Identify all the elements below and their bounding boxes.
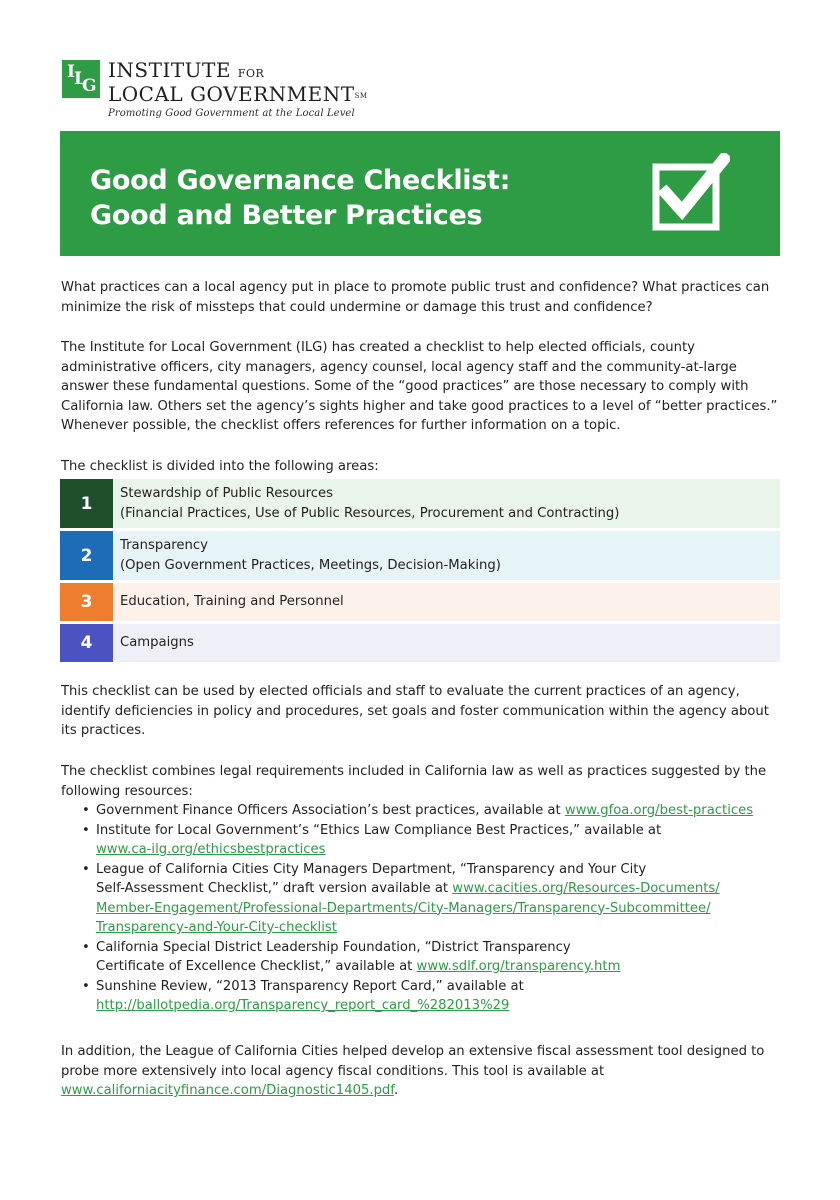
page-title [90, 163, 510, 233]
list-item [61, 938, 783, 977]
resources-list [61, 801, 783, 1016]
sdlf-link[interactable]: www.sdlf.org/transparency.htm [416, 959, 621, 974]
resource-text: League of California Cities City Managers Department, “Transparency and Your City [96, 861, 647, 877]
logo-mark-letter: L [74, 69, 86, 89]
list-item [61, 821, 783, 860]
checklist-areas [60, 479, 780, 665]
area-detail: (Open Government Practices, Meetings, Decision-Making) [120, 557, 501, 573]
intro-paragraph-2: The Institute for Local Government (ILG) has created a checklist to help elected officials, county administrative officers, city managers, agency counsel, local agency staff and the community-at-large answer these fundamental questions. Some of the “good practices” are those necessary to comply with California law. Others set the agency’s sights higher and take good practices to a level of “better practices.” Whenever possible, the checklist offers references for further information on a topic. [61, 340, 778, 433]
area-number: 1 [60, 479, 113, 528]
logo-tagline: Promoting Good Government at the Local Level [108, 108, 355, 119]
logo-wordmark [108, 60, 368, 119]
body-paragraph-resources: The checklist combines legal requirements included in California law as well as practices suggested by the following resources: [61, 764, 767, 799]
ilg-logo [62, 60, 368, 119]
cacities-link-part3[interactable]: Transparency-and-Your-City-checklist [96, 920, 337, 935]
californiacityfinance-link[interactable]: www.californiacityfinance.com/Diagnostic1405.pdf [61, 1083, 394, 1098]
resource-text: Sunshine Review, “2013 Transparency Report Card,” available at [96, 978, 524, 994]
page-title-line1: Good Governance Checklist: [90, 165, 511, 196]
ballotpedia-link[interactable]: http://ballotpedia.org/Transparency_report_card_%282013%29 [96, 998, 510, 1013]
intro-paragraph-3: The checklist is divided into the following areas: [61, 459, 379, 474]
cacities-link-part1[interactable]: www.cacities.org/Resources-Documents/ [452, 881, 720, 896]
checkmark-icon [652, 153, 730, 231]
gfoa-link[interactable]: www.gfoa.org/best-practices [564, 803, 754, 818]
resource-text: Self-Assessment Checklist,” draft version available at [96, 881, 453, 896]
area-title: Campaigns [120, 635, 194, 651]
resource-text: California Special District Leadership Foundation, “District Transparency [96, 939, 571, 955]
closing-period: . [394, 1083, 399, 1098]
service-mark: SM [354, 92, 368, 100]
area-row [60, 624, 780, 662]
cacities-link-part2[interactable]: Member-Engagement/Professional-Departments/City-Managers/Transparency-Subcommittee/ [96, 900, 711, 916]
area-title: Stewardship of Public Resources [120, 486, 334, 501]
closing-paragraph [61, 1042, 783, 1101]
intro-paragraph-1: What practices can a local agency put in place to promote public trust and confidence? What practices can minimize the risk of missteps that could undermine or damage this trust and confidence? [61, 280, 770, 315]
ilg-logo-mark [62, 60, 100, 98]
page-title-line2: Good and Better Practices [90, 200, 483, 231]
logo-line1: INSTITUTE [108, 58, 231, 82]
area-number: 2 [60, 531, 113, 580]
area-row [60, 531, 780, 580]
area-row [60, 583, 780, 621]
list-item [61, 977, 783, 1016]
ilg-ethics-link[interactable]: www.ca-ilg.org/ethicsbestpractices [96, 842, 326, 857]
area-detail: (Financial Practices, Use of Public Resources, Procurement and Contracting) [120, 505, 620, 521]
logo-line2: LOCAL GOVERNMENT [108, 82, 355, 106]
area-row [60, 479, 780, 528]
list-item [61, 801, 783, 821]
body-paragraph-usage: This checklist can be used by elected officials and staff to evaluate the current practices of an agency, identify deficiencies in policy and procedures, set goals and foster communication within the agency about its practices. [61, 684, 769, 738]
logo-line1-small: FOR [237, 67, 265, 80]
resource-text: Government Finance Officers Association’s best practices, available at [96, 803, 565, 818]
resource-text: Institute for Local Government’s “Ethics Law Compliance Best Practices,” available at [96, 822, 662, 838]
logo-mark-letter: G [82, 76, 97, 96]
resource-text: Certificate of Excellence Checklist,” available at [96, 959, 417, 974]
area-title: Education, Training and Personnel [120, 594, 344, 610]
logo-mark-letter: I [67, 62, 75, 82]
area-number: 4 [60, 624, 113, 662]
list-item [61, 860, 783, 938]
closing-text: In addition, the League of California Cities helped develop an extensive fiscal assessment tool designed to probe more extensively into local agency fiscal conditions. This tool is available at [61, 1044, 765, 1079]
area-number: 3 [60, 583, 113, 621]
area-title: Transparency [120, 538, 208, 553]
title-banner [60, 131, 780, 256]
